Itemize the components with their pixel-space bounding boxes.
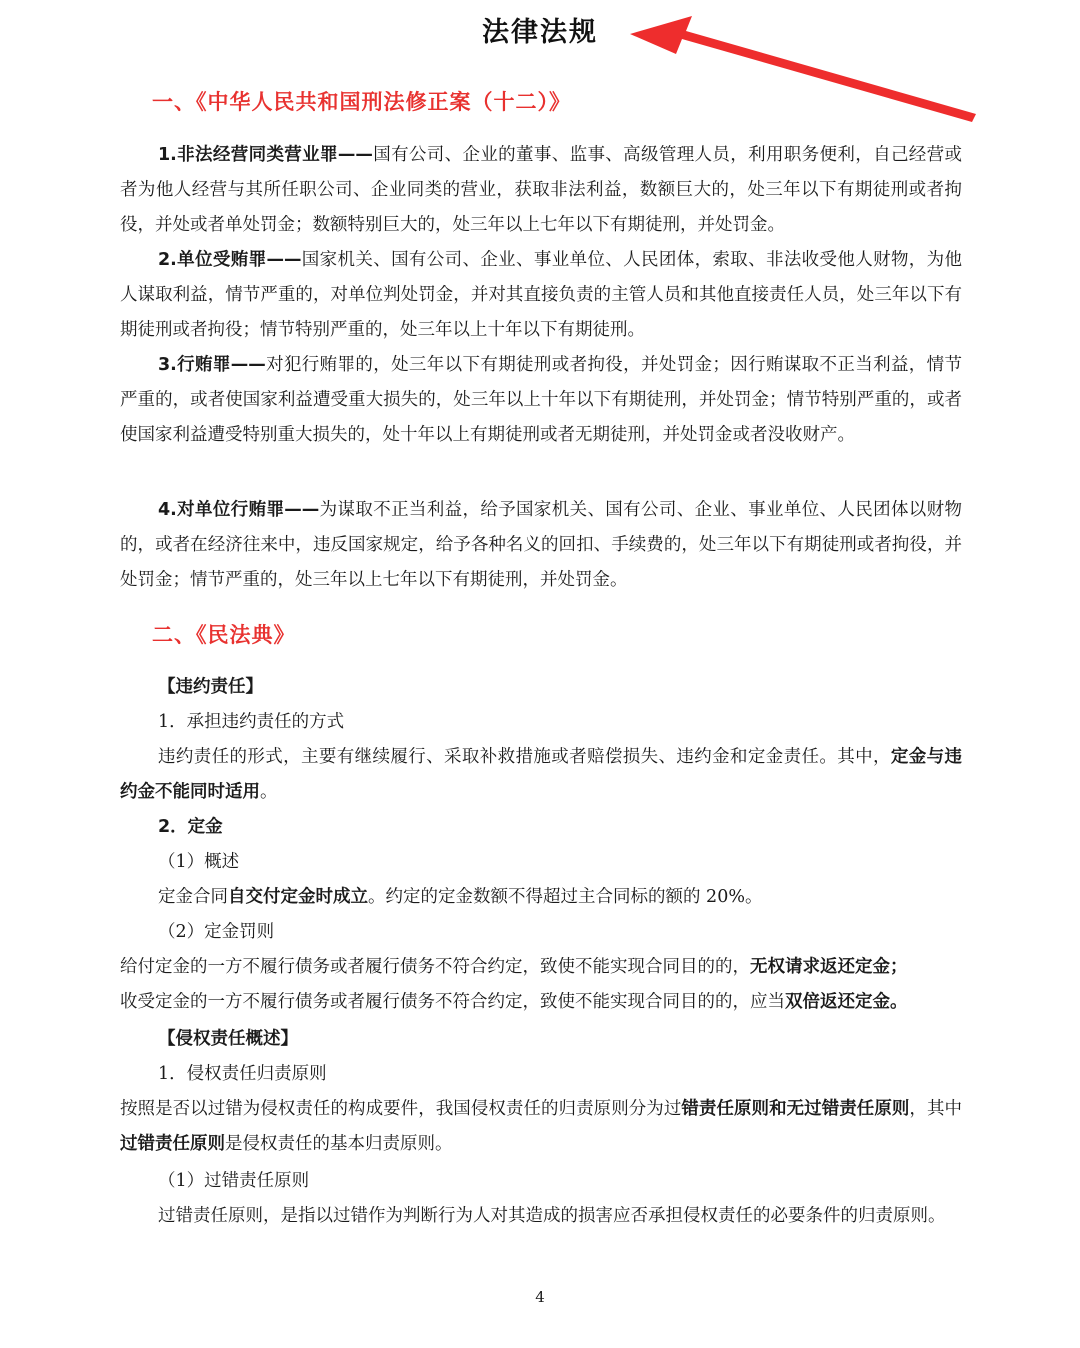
tort-label: 【侵权责任概述】: [158, 1029, 298, 1049]
breach-p3: 给付定金的一方不履行债务或者履行债务不符合约定，致使不能实现合同目的的，无权请求返还定金；: [120, 957, 908, 977]
law-item-2-text: 国家机关、国有公司、企业、事业单位、人民团体，索取、非法收受他人财物，为他人谋取利益，情节严重的，对单位判处罚金，并对其直接负责的主管人员和其他直接责任人员，处三年以下有期徒刑或者拘役；情节特别严重的，处三年以上十年以下有期徒刑。: [120, 250, 963, 340]
breach-p4: 收受定金的一方不履行债务或者履行债务不符合约定，致使不能实现合同目的的，应当双倍返还定金。: [120, 992, 908, 1012]
tort-p1: 按照是否以过错为侵权责任的构成要件，我国侵权责任的归责原则分为过错责任原则和无过错责任原则，其中过错责任原则是侵权责任的基本归责原则。: [120, 1099, 963, 1154]
breach-label: 【违约责任】: [158, 677, 263, 697]
law-item-4-num: 4.: [158, 500, 177, 520]
breach-p1: 违约责任的形式，主要有继续履行、采取补救措施或者赔偿损失、违约金和定金责任。其中，定金与违约金不能同时适用。: [120, 747, 962, 802]
breach-sub1: 1．承担违约责任的方式: [158, 712, 345, 732]
red-arrow-icon: [620, 14, 980, 124]
law-item-3-name: 行贿罪——: [176, 355, 266, 375]
law-item-4-text: 为谋取不正当利益，给予国家机关、国有公司、企业、事业单位、人民团体以财物的，或者在经济往来中，违反国家规定，给予各种名义的回扣、手续费的，处三年以下有期徒刑或者拘役，并处罚金；情节严重的，处三年以上七年以下有期徒刑，并处罚金。: [120, 500, 963, 590]
tort-p2: 过错责任原则，是指以过错作为判断行为人对其造成的损害应否承担侵权责任的必要条件的归责原则。: [158, 1206, 946, 1226]
law-item-3-text: 对犯行贿罪的，处三年以下有期徒刑或者拘役，并处罚金；因行贿谋取不正当利益，情节严重的，或者使国家利益遭受重大损失的，处三年以上十年以下有期徒刑，并处罚金；情节特别严重的，或者使国家利益遭受特别重大损失的，处十年以上有期徒刑或者无期徒刑，并处罚金或者没收财产。: [120, 355, 963, 445]
breach-sub2-1: （1）概述: [158, 852, 240, 872]
law-item-2: [120, 243, 962, 348]
law-item-3: [120, 348, 962, 453]
page-number: 4: [535, 1288, 545, 1306]
law-item-1: [120, 138, 962, 243]
tort-sub1-1: （1）过错责任原则: [158, 1171, 310, 1191]
law-item-3-num: 3.: [158, 355, 177, 375]
law-item-4: [120, 493, 962, 598]
breach-p2: 定金合同自交付定金时成立。约定的定金数额不得超过主合同标的额的 20%。: [158, 887, 763, 907]
arrow-shape: [630, 16, 976, 122]
law-item-4-name: 对单位行贿罪——: [176, 500, 320, 520]
page-title: 法律法规: [482, 17, 598, 48]
law-item-2-num: 2.: [158, 250, 177, 270]
law-item-1-name: 非法经营同类营业罪——: [176, 145, 373, 165]
law-item-1-num: 1.: [158, 145, 177, 165]
breach-sub2-2: （2）定金罚则: [158, 922, 275, 942]
law-item-2-name: 单位受贿罪——: [176, 250, 302, 270]
tort-sub1: 1．侵权责任归责原则: [158, 1064, 327, 1084]
breach-sub2: 2．定金: [158, 817, 223, 837]
section2-heading: 二、《民法典》: [152, 623, 296, 647]
law-item-1-text: 国有公司、企业的董事、监事、高级管理人员，利用职务便利，自己经营或者为他人经营与其所任职公司、企业同类的营业，获取非法利益，数额巨大的，处三年以下有期徒刑或者拘役，并处或者单处罚金；数额特别巨大的，处三年以上七年以下有期徒刑，并处罚金。: [120, 145, 963, 235]
section1-heading: 一、《中华人民共和国刑法修正案（十二）》: [152, 90, 571, 114]
